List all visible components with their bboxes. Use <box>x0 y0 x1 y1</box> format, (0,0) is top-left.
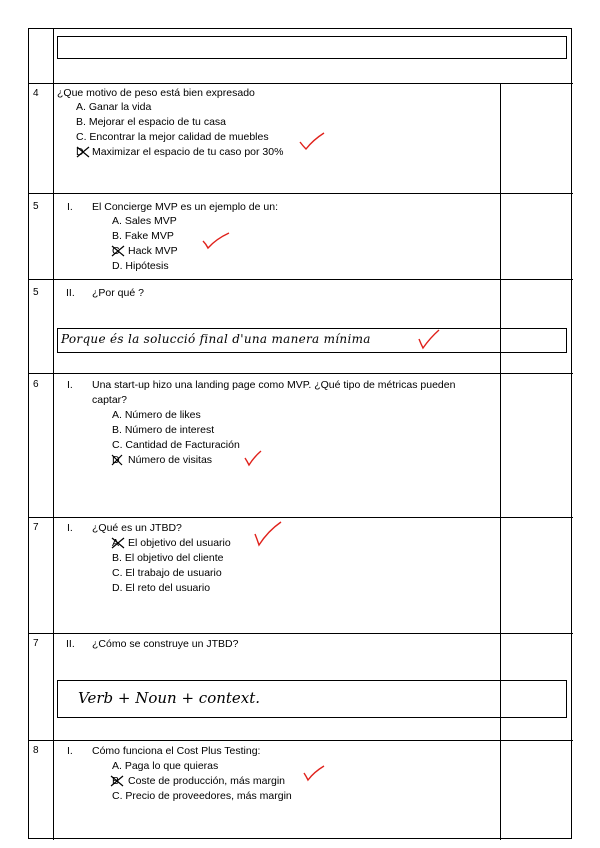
cross-mark-icon <box>76 146 90 158</box>
option-d: D. El reto del usuario <box>112 582 211 594</box>
question-number: 5 <box>33 201 39 212</box>
row-divider <box>29 279 573 280</box>
row-divider <box>29 633 573 634</box>
crossed-letter-b: B <box>112 775 128 787</box>
question-text-continued: captar? <box>92 394 128 406</box>
question-text: Cómo funciona el Cost Plus Testing: <box>92 745 261 757</box>
option-b-selected: B Coste de producción, más margin <box>112 775 285 787</box>
score-column-divider <box>500 83 501 840</box>
checkmark-icon <box>244 450 262 466</box>
roman-numeral: I. <box>67 745 73 757</box>
cross-mark-icon <box>111 537 125 549</box>
question-number: 7 <box>33 522 39 533</box>
roman-numeral: I. <box>67 379 73 391</box>
checkmark-icon <box>202 232 230 250</box>
option-c-selected: C Hack MVP <box>112 245 178 257</box>
question-text: ¿Que motivo de peso está bien expresado <box>57 87 255 99</box>
row-divider <box>29 740 573 741</box>
option-a: A. Paga lo que quieras <box>112 760 219 772</box>
option-b: B. Fake MVP <box>112 230 174 242</box>
option-b: B. Mejorar el espacio de tu casa <box>76 116 226 128</box>
option-a-selected: A El objetivo del usuario <box>112 537 231 549</box>
option-b: B. El objetivo del cliente <box>112 552 224 564</box>
handwritten-answer: Verb + Noun + context. <box>78 689 261 707</box>
cross-mark-icon <box>111 454 123 466</box>
cross-mark-icon <box>110 775 124 787</box>
question-number: 6 <box>33 379 39 390</box>
crossed-letter-d: D <box>112 454 128 466</box>
option-a: A. Ganar la vida <box>76 101 152 113</box>
row-divider <box>29 83 573 84</box>
option-c: C. Cantidad de Facturación <box>112 439 240 451</box>
checkmark-icon <box>299 132 325 152</box>
option-a: A. Número de likes <box>112 409 201 421</box>
option-a: A. Sales MVP <box>112 215 177 227</box>
question-text: ¿Cómo se construye un JTBD? <box>92 638 239 650</box>
option-b: B. Número de interest <box>112 424 215 436</box>
option-d-selected: D Número de visitas <box>112 454 213 466</box>
roman-numeral: II. <box>66 638 75 650</box>
checkmark-icon <box>418 329 440 349</box>
question-number: 8 <box>33 745 39 756</box>
option-c: C. El trabajo de usuario <box>112 567 222 579</box>
option-d: D. Hipótesis <box>112 260 169 272</box>
number-column-divider <box>53 29 54 840</box>
cross-mark-icon <box>111 245 125 257</box>
roman-numeral: I. <box>67 201 73 213</box>
option-c: C. Precio de proveedores, más margin <box>112 790 292 802</box>
row-divider <box>29 517 573 518</box>
question-number: 4 <box>33 88 39 99</box>
handwritten-answer: Porque és la solucció final d'una manera mínima <box>61 332 371 346</box>
roman-numeral: II. <box>66 287 75 299</box>
row-divider <box>29 373 573 374</box>
checkmark-icon <box>303 765 325 781</box>
answer-box-top[interactable] <box>57 36 567 59</box>
row-divider <box>29 193 573 194</box>
option-c: C. Encontrar la mejor calidad de muebles <box>76 131 269 143</box>
roman-numeral: I. <box>67 522 73 534</box>
crossed-letter-c: C <box>112 245 128 257</box>
question-number: 7 <box>33 638 39 649</box>
question-text: Una start-up hizo una landing page como MVP. ¿Qué tipo de métricas pueden <box>92 379 456 391</box>
question-text: ¿Qué es un JTBD? <box>92 522 182 534</box>
option-d-selected: D Maximizar el espacio de tu caso por 30% <box>76 146 284 158</box>
crossed-letter-a: A <box>112 537 128 549</box>
crossed-letter-d: D <box>76 146 92 158</box>
question-text: ¿Por qué ? <box>92 287 144 299</box>
question-number: 5 <box>33 287 39 298</box>
question-text: El Concierge MVP es un ejemplo de un: <box>92 201 278 213</box>
checkmark-icon <box>254 521 282 547</box>
